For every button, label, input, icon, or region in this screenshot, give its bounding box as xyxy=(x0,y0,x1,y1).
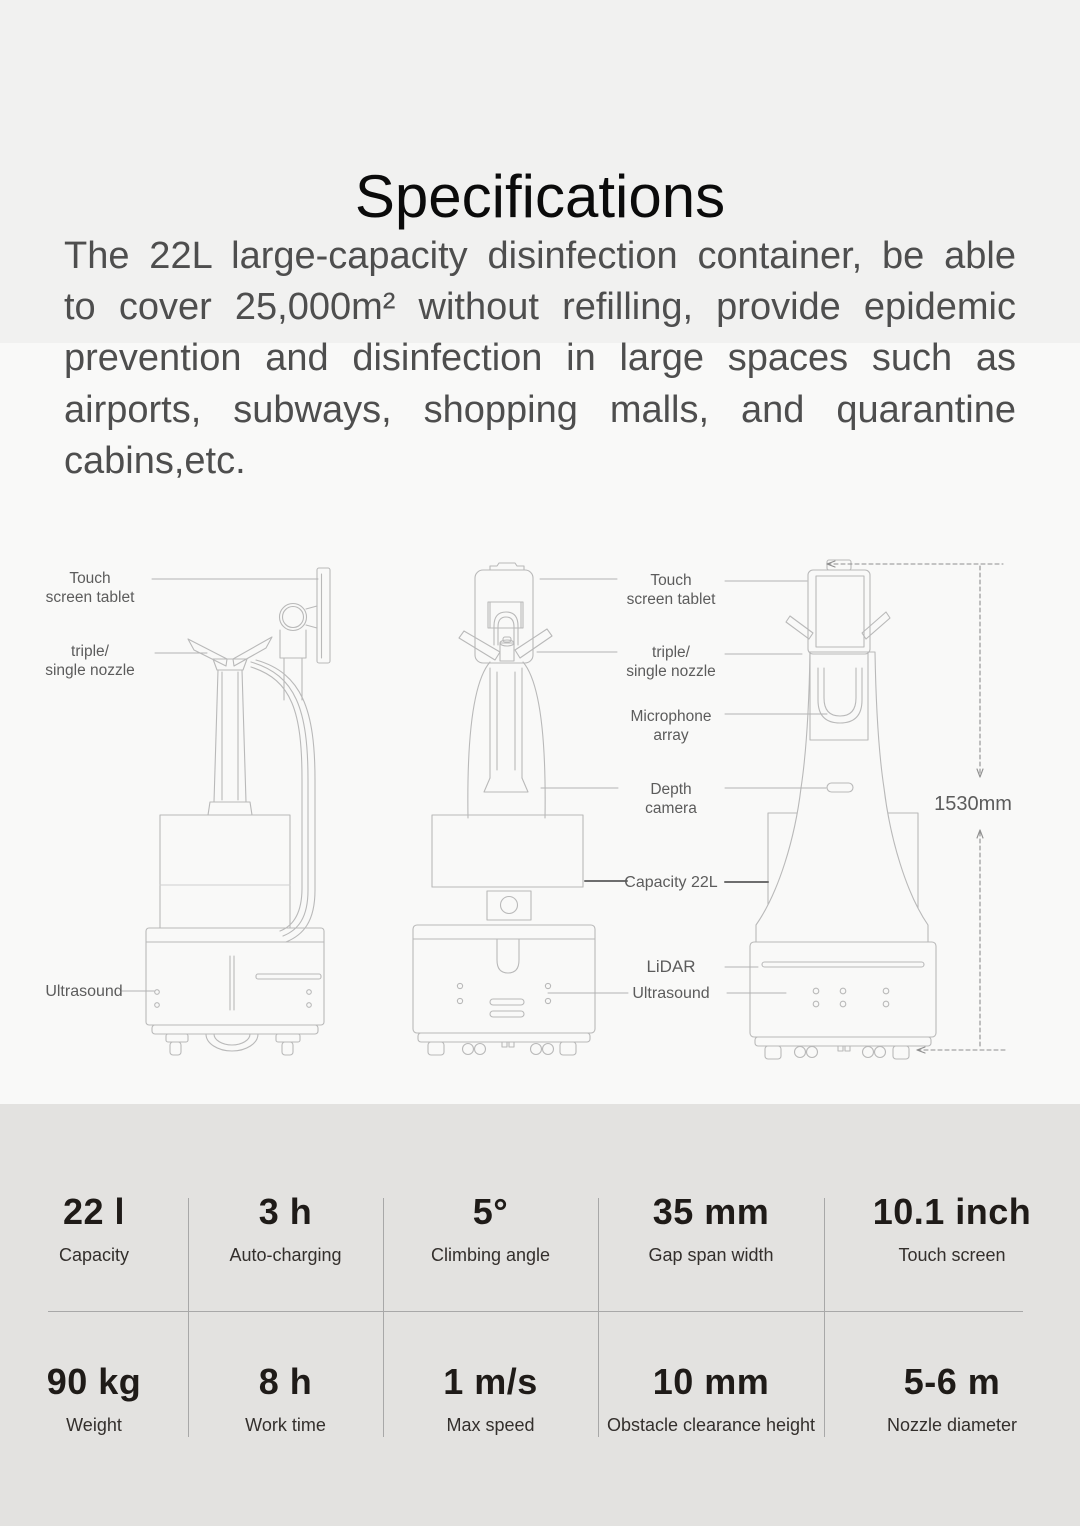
spec-cell-auto-charging xyxy=(188,1192,383,1265)
label-nozzle: single nozzle xyxy=(626,663,716,680)
spec-cell-gap-span xyxy=(598,1192,824,1265)
spec-value: 5-6 m xyxy=(903,1361,1001,1402)
spec-label: Nozzle diameter xyxy=(886,1415,1018,1435)
spec-table-background xyxy=(0,1104,1080,1526)
spec-value: 22 l xyxy=(62,1191,126,1232)
intro-line: The 22L large-capacity disinfection container, be able xyxy=(64,235,1016,277)
intro-paragraph xyxy=(64,231,1016,487)
robot-back-view-drawing xyxy=(750,560,936,1059)
spec-cell-work-time xyxy=(188,1362,383,1435)
spec-value: 5° xyxy=(472,1191,509,1232)
label-microphone-array: array xyxy=(653,727,689,744)
intro-line: airports, subways, shopping malls, and quarantine xyxy=(64,388,1016,431)
label-microphone-array: Microphone xyxy=(630,708,712,725)
spec-value: 35 mm xyxy=(652,1191,770,1232)
spec-value: 3 h xyxy=(258,1191,313,1232)
label-touch-screen-tablet: Touch xyxy=(69,570,111,587)
intro-line: prevention and disinfection in large spaces such as xyxy=(64,337,1016,380)
spec-label: Capacity xyxy=(58,1245,130,1265)
spec-label: Work time xyxy=(245,1415,326,1435)
spec-row xyxy=(0,1362,1080,1435)
label-depth-camera: Depth xyxy=(650,781,692,798)
spec-label: Auto-charging xyxy=(229,1245,342,1265)
spec-label: Gap span width xyxy=(648,1245,774,1265)
spec-value: 1 m/s xyxy=(443,1361,538,1402)
robot-diagram xyxy=(0,540,1080,1080)
label-ultrasound: Ultrasound xyxy=(632,985,710,1002)
label-lidar: LiDAR xyxy=(646,957,696,976)
spec-label: Weight xyxy=(66,1415,122,1435)
label-touch-screen-tablet: screen tablet xyxy=(45,589,135,606)
spec-cell-obstacle-clearance xyxy=(598,1362,824,1435)
intro-line: cabins,etc. xyxy=(64,439,246,482)
spec-label: Climbing angle xyxy=(430,1245,551,1265)
spec-cell-capacity xyxy=(0,1192,188,1265)
label-touch-screen-tablet: screen tablet xyxy=(626,591,716,608)
spec-value: 10 mm xyxy=(652,1361,770,1402)
spec-cell-nozzle-diameter xyxy=(824,1362,1080,1435)
label-capacity: Capacity 22L xyxy=(624,874,718,891)
robot-side-view-drawing xyxy=(146,568,330,1055)
spec-cell-touch-screen xyxy=(824,1192,1080,1265)
dimension-label: 1530mm xyxy=(934,793,1012,815)
spec-value: 10.1 inch xyxy=(872,1191,1032,1232)
spec-cell-weight xyxy=(0,1362,188,1435)
intro-line: to cover 25,000m² without refilling, provide epidemic xyxy=(64,286,1016,329)
label-nozzle: triple/ xyxy=(71,643,109,660)
spec-label: Obstacle clearance height xyxy=(606,1415,816,1435)
spec-cell-climbing-angle xyxy=(383,1192,598,1265)
row-divider xyxy=(48,1311,1023,1312)
label-ultrasound: Ultrasound xyxy=(45,983,123,1000)
label-nozzle: single nozzle xyxy=(45,662,135,679)
spec-cell-max-speed xyxy=(383,1362,598,1435)
label-nozzle: triple/ xyxy=(652,644,690,661)
spec-row xyxy=(0,1192,1080,1265)
spec-label: Touch screen xyxy=(898,1245,1006,1265)
label-touch-screen-tablet: Touch xyxy=(650,572,692,589)
robot-front-view-drawing xyxy=(413,563,595,1055)
label-depth-camera: camera xyxy=(645,800,697,817)
spec-value: 8 h xyxy=(258,1361,313,1402)
spec-value: 90 kg xyxy=(46,1361,142,1402)
page-title: Specifications xyxy=(354,163,726,231)
spec-label: Max speed xyxy=(446,1415,535,1435)
